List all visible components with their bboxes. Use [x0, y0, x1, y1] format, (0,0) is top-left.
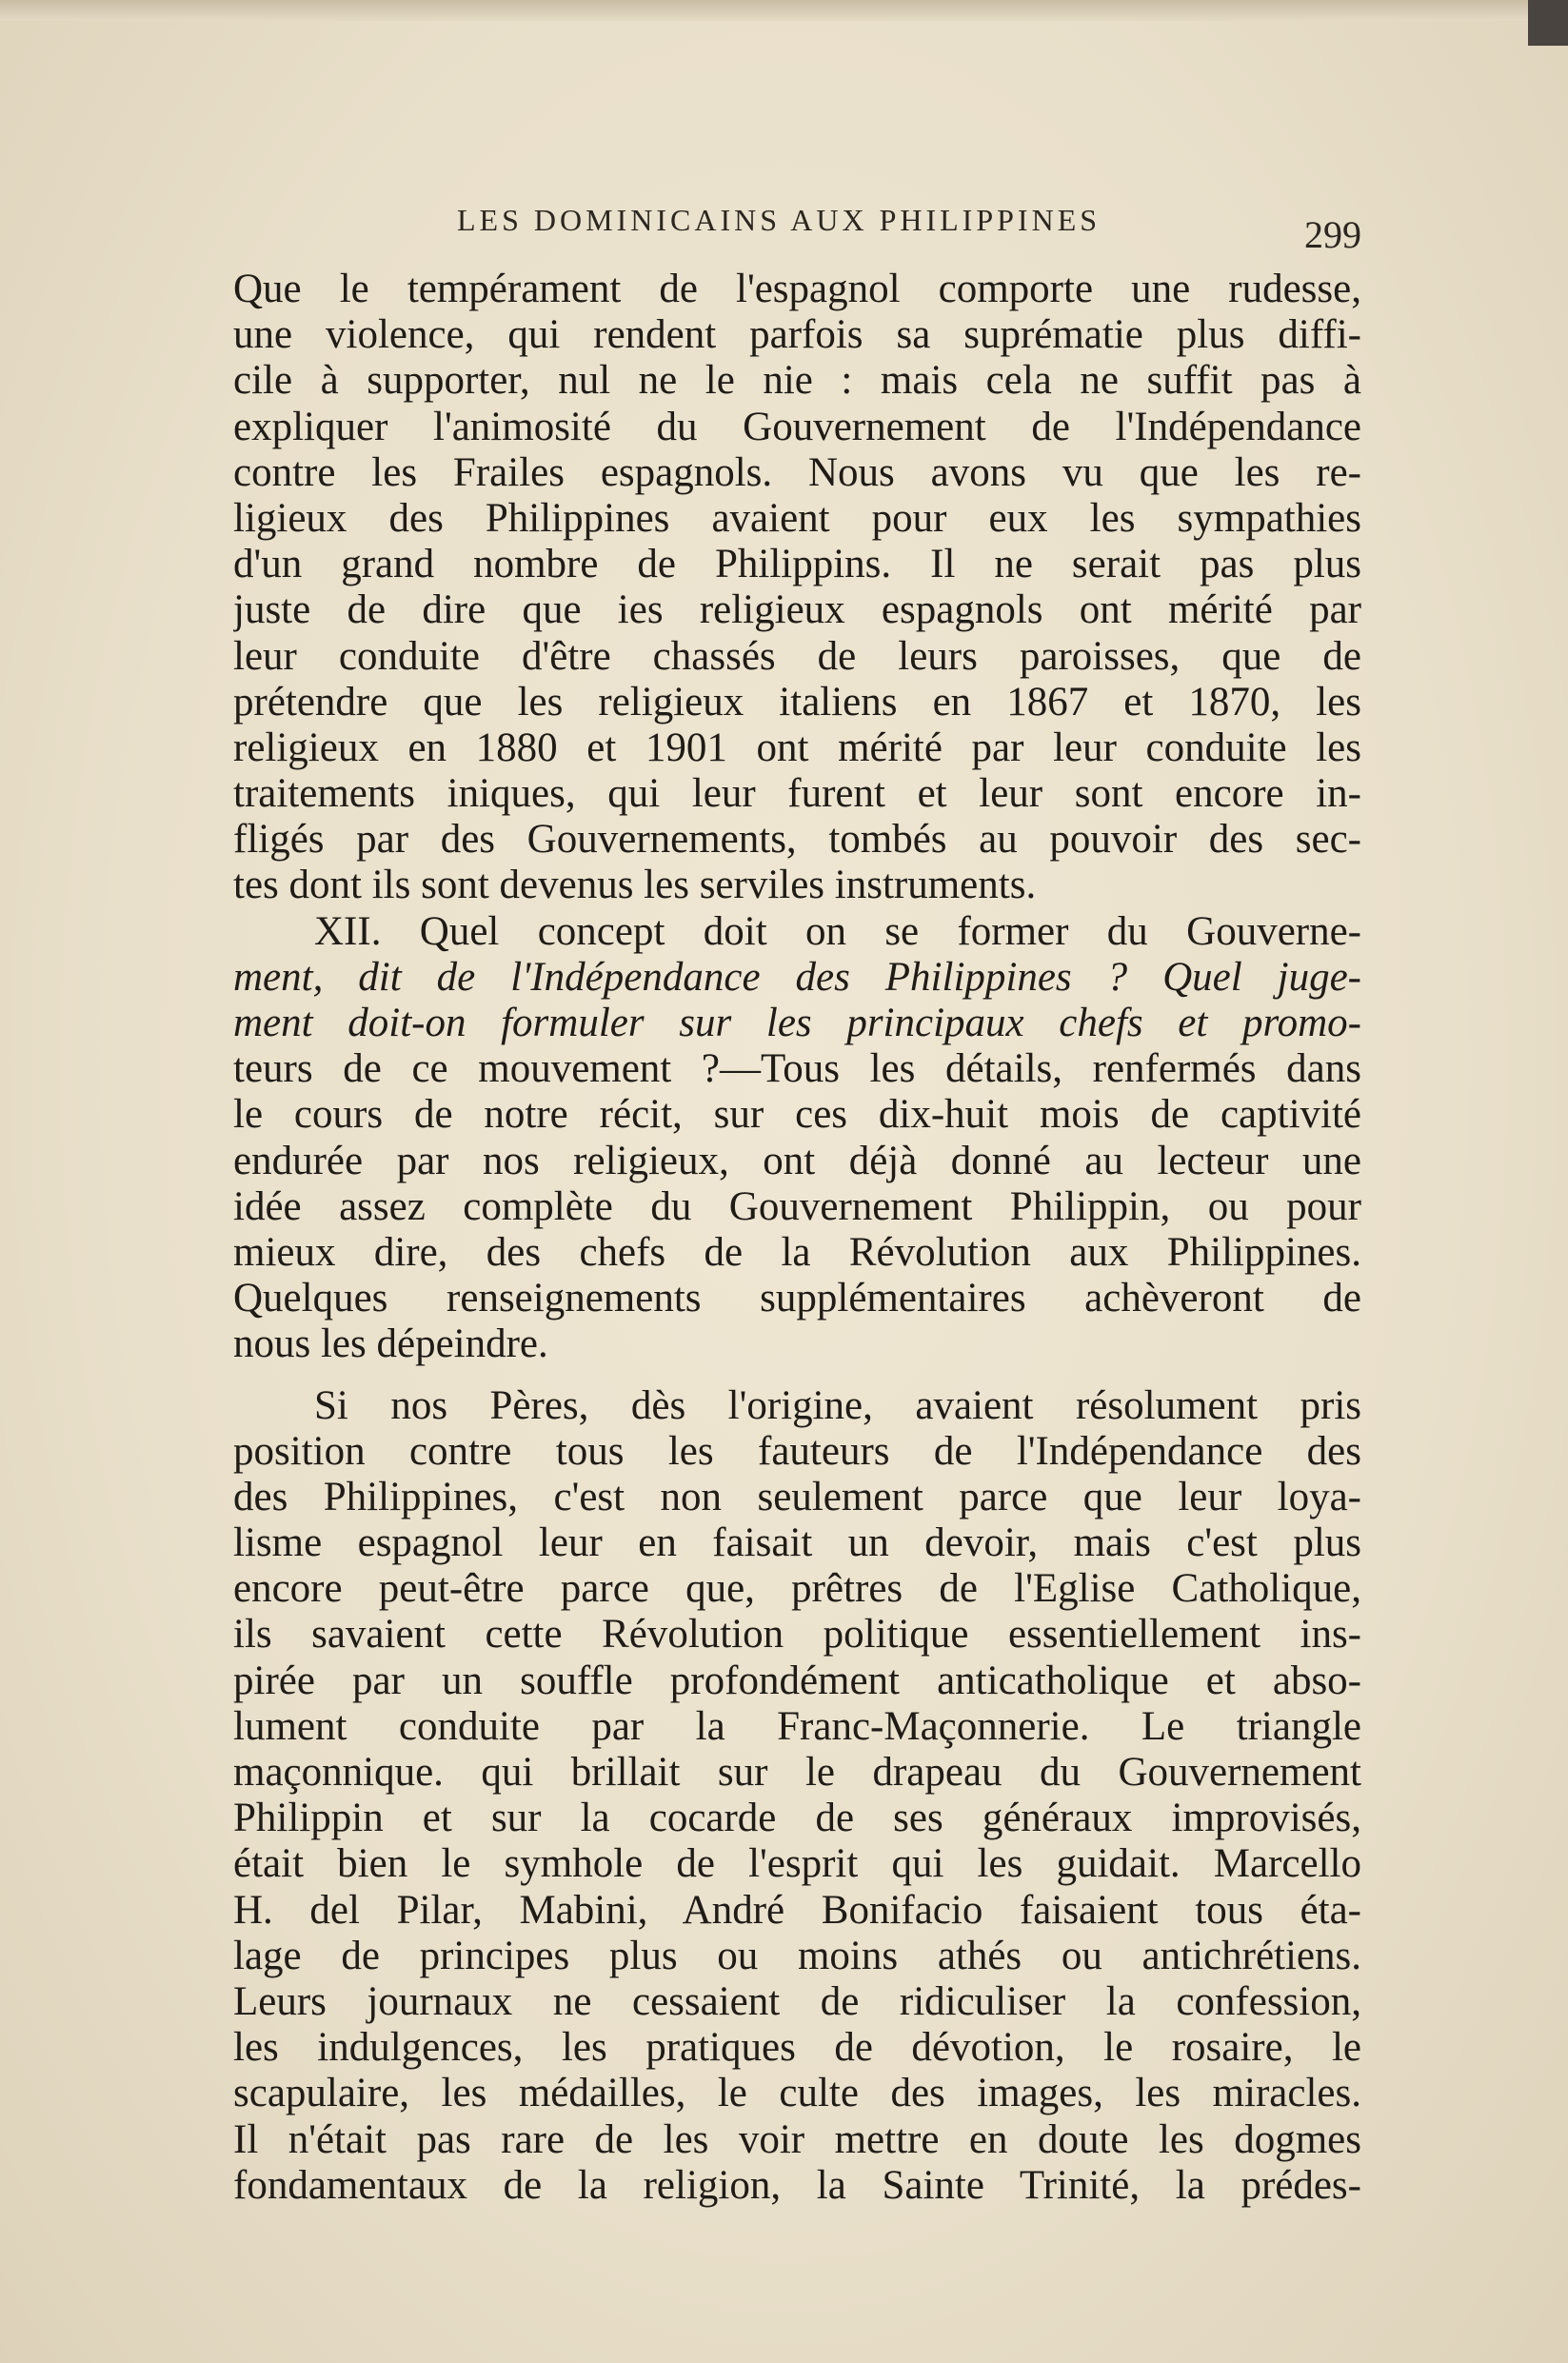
text-line: tes dont ils sont devenus les serviles instruments. — [233, 863, 1037, 908]
text-line: Philippin et sur la cocarde de ses généraux improvisés, — [233, 1796, 1361, 1841]
body-text — [233, 267, 1361, 2209]
text-line: Il n'était pas rare de les voir mettre en doute les dogmes — [233, 2116, 1361, 2162]
text-line: Si nos Pères, dès l'origine, avaient résolument pris — [314, 1382, 1361, 1428]
text-line: fondamentaux de la religion, la Sainte Trinité, la prédes- — [233, 2162, 1361, 2208]
text-line: le cours de notre récit, sur ces dix-huit mois de captivité — [233, 1092, 1361, 1138]
text-line: était bien le symhole de l'esprit qui les guidait. Marcello — [233, 1841, 1361, 1887]
page-top-edge — [0, 0, 1568, 21]
text-line: des Philippines, c'est non seulement parce que leur loya- — [233, 1474, 1361, 1519]
paragraph-3 — [233, 1383, 1361, 2209]
text-line: XII. Quel concept doit on se former du Gouverne- — [314, 908, 1361, 954]
text-line: lument conduite par la Franc-Maçonnerie. Le triangle — [233, 1703, 1361, 1749]
text-line: Leurs journaux ne cessaient de ridiculiser la confession, — [233, 1978, 1361, 2024]
text-line: prétendre que les religieux italiens en 1867 et 1870, les — [233, 679, 1361, 725]
text-line: scapulaire, les médailles, le culte des images, les miracles. — [233, 2071, 1361, 2116]
text-line: fligés par des Gouvernements, tombés au pouvoir des sec- — [233, 817, 1361, 863]
paragraph-gap — [233, 1368, 1361, 1383]
text-line: ment doit-on formuler sur les principaux chefs et promo- — [233, 1001, 1361, 1045]
text-line: H. del Pilar, Mabini, André Bonifacio faisaient tous éta- — [233, 1887, 1361, 1933]
text-line: d'un grand nombre de Philippins. Il ne serait pas plus — [233, 542, 1361, 587]
page-number: 299 — [1304, 213, 1361, 256]
text-line: Quelques renseignements supplémentaires achèveront de — [233, 1276, 1361, 1321]
running-head: LES DOMINICAINS AUX PHILIPPINES — [457, 203, 1102, 237]
text-line: pirée par un souffle profondément anticatholique et abso- — [233, 1658, 1361, 1703]
text-line: religieux en 1880 et 1901 ont mérité par leur conduite les — [233, 725, 1361, 770]
text-line: lage de principes plus ou moins athés ou antichrétiens. — [233, 1933, 1361, 1978]
text-line: juste de dire que ies religieux espagnols ont mérité par — [233, 587, 1361, 633]
page-corner-shadow — [1528, 0, 1568, 46]
text-line: lisme espagnol leur en faisait un devoir, mais c'est plus — [233, 1520, 1361, 1566]
paragraph-1 — [233, 267, 1361, 909]
text-line: ils savaient cette Révolution politique essentiellement ins- — [233, 1612, 1361, 1658]
paragraph-2 — [233, 909, 1361, 1368]
text-line: contre les Frailes espagnols. Nous avons vu que les re- — [233, 449, 1361, 495]
text-line: cile à supporter, nul ne le nie : mais cela ne suffit pas à — [233, 358, 1361, 404]
text-line: idée assez complète du Gouvernement Philippin, ou pour — [233, 1183, 1361, 1229]
text-line: teurs de ce mouvement ?—Tous les détails, renfermés dans — [233, 1046, 1361, 1092]
text-line: ligieux des Philippines avaient pour eux les sympathies — [233, 495, 1361, 541]
text-line: endurée par nos religieux, ont déjà donné au lecteur une — [233, 1138, 1361, 1183]
text-line: leur conduite d'être chassés de leurs paroisses, que de — [233, 633, 1361, 679]
page-header — [228, 195, 1380, 256]
text-line: position contre tous les fauteurs de l'Indépendance des — [233, 1428, 1361, 1474]
text-line: maçonnique. qui brillait sur le drapeau du Gouvernement — [233, 1750, 1361, 1795]
text-line: mieux dire, des chefs de la Révolution aux Philippines. — [233, 1229, 1361, 1275]
text-line: encore peut-être parce que, prêtres de l'Eglise Catholique, — [233, 1566, 1361, 1612]
text-line: ment, dit de l'Indépendance des Philippines ? Quel juge- — [233, 954, 1361, 1000]
text-line: une violence, qui rendent parfois sa suprématie plus diffi- — [233, 312, 1361, 358]
text-line: nous les dépeindre. — [233, 1321, 548, 1367]
text-line: Que le tempérament de l'espagnol comporte une rudesse, — [233, 267, 1361, 311]
text-line: traitements iniques, qui leur furent et leur sont encore in- — [233, 771, 1361, 817]
text-line: les indulgences, les pratiques de dévotion, le rosaire, le — [233, 2025, 1361, 2071]
text-line: expliquer l'animosité du Gouvernement de l'Indépendance — [233, 404, 1361, 449]
